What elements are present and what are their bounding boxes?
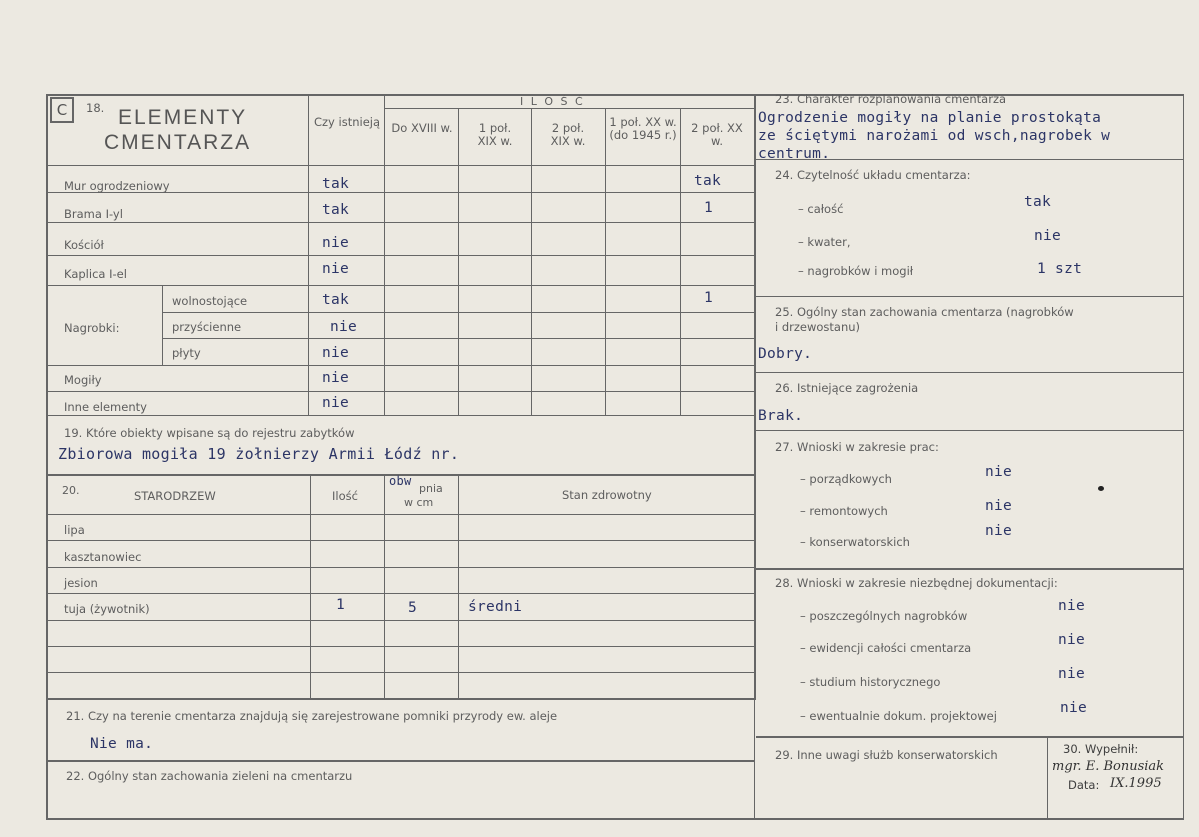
col-xx1-header: 1 poł. XX w. (do 1945 r.) <box>609 115 677 142</box>
q23-label: 23. Charakter rozplanowania cmentarza <box>775 92 1007 106</box>
q30-label: 30. Wypełnił: <box>1063 742 1139 756</box>
row-label: Mogiły <box>64 373 102 387</box>
row-exists: nie <box>322 395 350 411</box>
hline <box>46 222 754 223</box>
hline <box>46 365 754 366</box>
row-exists: tak <box>322 176 350 192</box>
q28-label: 28. Wnioski w zakresie niezbędnej dokumentacji: <box>775 576 1058 590</box>
hline <box>756 296 1184 297</box>
row-label: Kościół <box>64 238 104 252</box>
q21-value: Nie ma. <box>90 736 154 752</box>
vline <box>531 108 532 415</box>
hline <box>46 567 754 568</box>
q28-item-label: – studium historycznego <box>800 675 941 689</box>
section-letter: C <box>56 101 68 119</box>
nagrobki-label: Nagrobki: <box>64 321 120 335</box>
q25-label-line2: i drzewostanu) <box>775 320 861 334</box>
ink-blot <box>1098 486 1104 491</box>
q28-item-label: – ewidencji całości cmentarza <box>800 641 972 655</box>
frame-bottom <box>46 818 1184 820</box>
col-xviii-header: Do XVIII w. <box>391 121 453 135</box>
q26-value: Brak. <box>758 408 804 424</box>
hline <box>756 372 1184 373</box>
hline <box>46 646 754 647</box>
q25-value: Dobry. <box>758 346 813 362</box>
q24-item-value: tak <box>1024 194 1052 210</box>
col-xix2-header: 2 poł. XIX w. <box>550 121 586 148</box>
section-number: 18. <box>86 101 105 115</box>
hline <box>46 415 754 416</box>
q24-item-value: nie <box>1034 228 1062 244</box>
section-letter-box <box>50 97 74 123</box>
hline <box>756 430 1184 431</box>
tree-obw: 5 <box>408 600 418 616</box>
col-xix1-header: 1 poł. XIX w. <box>477 121 513 148</box>
q30-date-label: Data: <box>1068 778 1100 792</box>
q23-line3: centrum. <box>758 146 831 162</box>
row-label: przyścienne <box>172 320 242 334</box>
q20-col-qty: Ilość <box>332 489 358 503</box>
hline <box>46 620 754 621</box>
hline <box>46 698 754 700</box>
q24-item-label: – nagrobków i mogił <box>798 264 914 278</box>
hline <box>46 593 754 594</box>
vline <box>680 108 681 415</box>
q19-label: 19. Które obiekty wpisane są do rejestru zabytków <box>64 426 355 440</box>
q28-item-value: nie <box>1058 598 1086 614</box>
hline <box>756 568 1184 570</box>
q27-item-value: nie <box>985 498 1013 514</box>
tree-health: średni <box>468 599 523 615</box>
q27-item-value: nie <box>985 523 1013 539</box>
tree-qty: 1 <box>336 597 346 613</box>
row-exists: nie <box>322 235 350 251</box>
frame-top <box>46 94 1184 96</box>
hline <box>756 736 1184 738</box>
q27-item-label: – konserwatorskich <box>800 535 910 549</box>
vline <box>384 94 385 415</box>
hline <box>46 540 754 541</box>
q20-number: 20. <box>62 484 80 497</box>
vline <box>458 108 459 415</box>
q28-item-value: nie <box>1060 700 1088 716</box>
hline <box>46 255 754 256</box>
q21-label: 21. Czy na terenie cmentarza znajdują się zarejestrowane pomniki przyrody ew. aleje <box>66 709 558 723</box>
q27-label: 27. Wnioski w zakresie prac: <box>775 440 939 454</box>
section-title-line1: ELEMENTY <box>118 106 248 129</box>
vline <box>384 475 385 699</box>
hline <box>46 391 754 392</box>
hline <box>384 108 754 109</box>
row-label: Brama I-yl <box>64 207 123 221</box>
row-label: Inne elementy <box>64 400 147 414</box>
q27-item-label: – remontowych <box>800 504 888 518</box>
vline <box>162 285 163 365</box>
q20-title: STARODRZEW <box>134 489 216 503</box>
row-xx2: tak <box>694 173 722 189</box>
q27-item-value: nie <box>985 464 1013 480</box>
row-label: płyty <box>172 346 201 360</box>
vline <box>1047 737 1048 819</box>
hline <box>46 672 754 673</box>
hline <box>46 285 754 286</box>
vline <box>605 108 606 415</box>
hline <box>46 760 754 762</box>
row-xx2: 1 <box>704 290 714 306</box>
ilosc-header: I L O Ś Ć <box>520 95 585 108</box>
q20-col-obw: obw <box>389 474 412 488</box>
row-label: Kaplica I-el <box>64 267 127 281</box>
section-title-line2: CMENTARZA <box>104 131 252 154</box>
vline-center <box>754 94 756 700</box>
q22-label: 22. Ogólny stan zachowania zieleni na cmentarzu <box>66 769 353 783</box>
hline <box>46 165 754 166</box>
row-exists: tak <box>322 292 350 308</box>
row-exists: nie <box>330 319 358 335</box>
tree-name: jesion <box>64 576 98 590</box>
q23-line2: ze ściętymi narożami od wsch,nagrobek w <box>758 128 1111 144</box>
row-exists: nie <box>322 370 350 386</box>
q19-value: Zbiorowa mogiła 19 żołnierzy Armii Łódź nr. <box>58 445 460 463</box>
row-label: wolnostojące <box>172 294 248 308</box>
vline-center-lower <box>754 700 755 820</box>
q20-col-pnia: pnia <box>419 482 443 495</box>
vline <box>458 475 459 699</box>
tree-name: tuja (żywotnik) <box>64 602 150 616</box>
col-xx2-header: 2 poł. XX w. <box>691 121 743 148</box>
row-exists: tak <box>322 202 350 218</box>
q24-item-label: – kwater, <box>798 235 851 249</box>
q24-item-value: 1 szt <box>1037 261 1083 277</box>
frame-left <box>46 94 48 820</box>
q23-line1: Ogrodzenie mogiły na planie prostokąta <box>758 110 1102 126</box>
row-exists: nie <box>322 261 350 277</box>
q24-item-label: – całość <box>798 202 844 216</box>
col-exists-header: Czy istnieją <box>313 115 381 129</box>
q29-label: 29. Inne uwagi służb konserwatorskich <box>775 748 998 762</box>
q28-item-label: – ewentualnie dokum. projektowej <box>800 709 997 723</box>
q30-name: mgr. E. Bonusiak <box>1052 759 1165 774</box>
frame-right <box>1183 94 1184 820</box>
tree-name: lipa <box>64 523 85 537</box>
q25-label-line1: 25. Ogólny stan zachowania cmentarza (nagrobków <box>775 305 1074 319</box>
q20-col-wcm: w cm <box>404 496 434 509</box>
q28-item-value: nie <box>1058 666 1086 682</box>
q27-item-label: – porządkowych <box>800 472 892 486</box>
vline <box>310 475 311 699</box>
tree-name: kasztanowiec <box>64 550 142 564</box>
row-xx2: 1 <box>704 200 714 216</box>
row-exists: nie <box>322 345 350 361</box>
q26-label: 26. Istniejące zagrożenia <box>775 381 919 395</box>
q28-item-value: nie <box>1058 632 1086 648</box>
q30-date-value: IX.1995 <box>1110 776 1162 791</box>
q28-item-label: – poszczególnych nagrobków <box>800 609 968 623</box>
vline <box>308 94 309 415</box>
hline <box>46 514 754 515</box>
q20-col-health: Stan zdrowotny <box>562 488 652 502</box>
row-label: Mur ogrodzeniowy <box>64 179 170 193</box>
q24-label: 24. Czytelność układu cmentarza: <box>775 168 971 182</box>
